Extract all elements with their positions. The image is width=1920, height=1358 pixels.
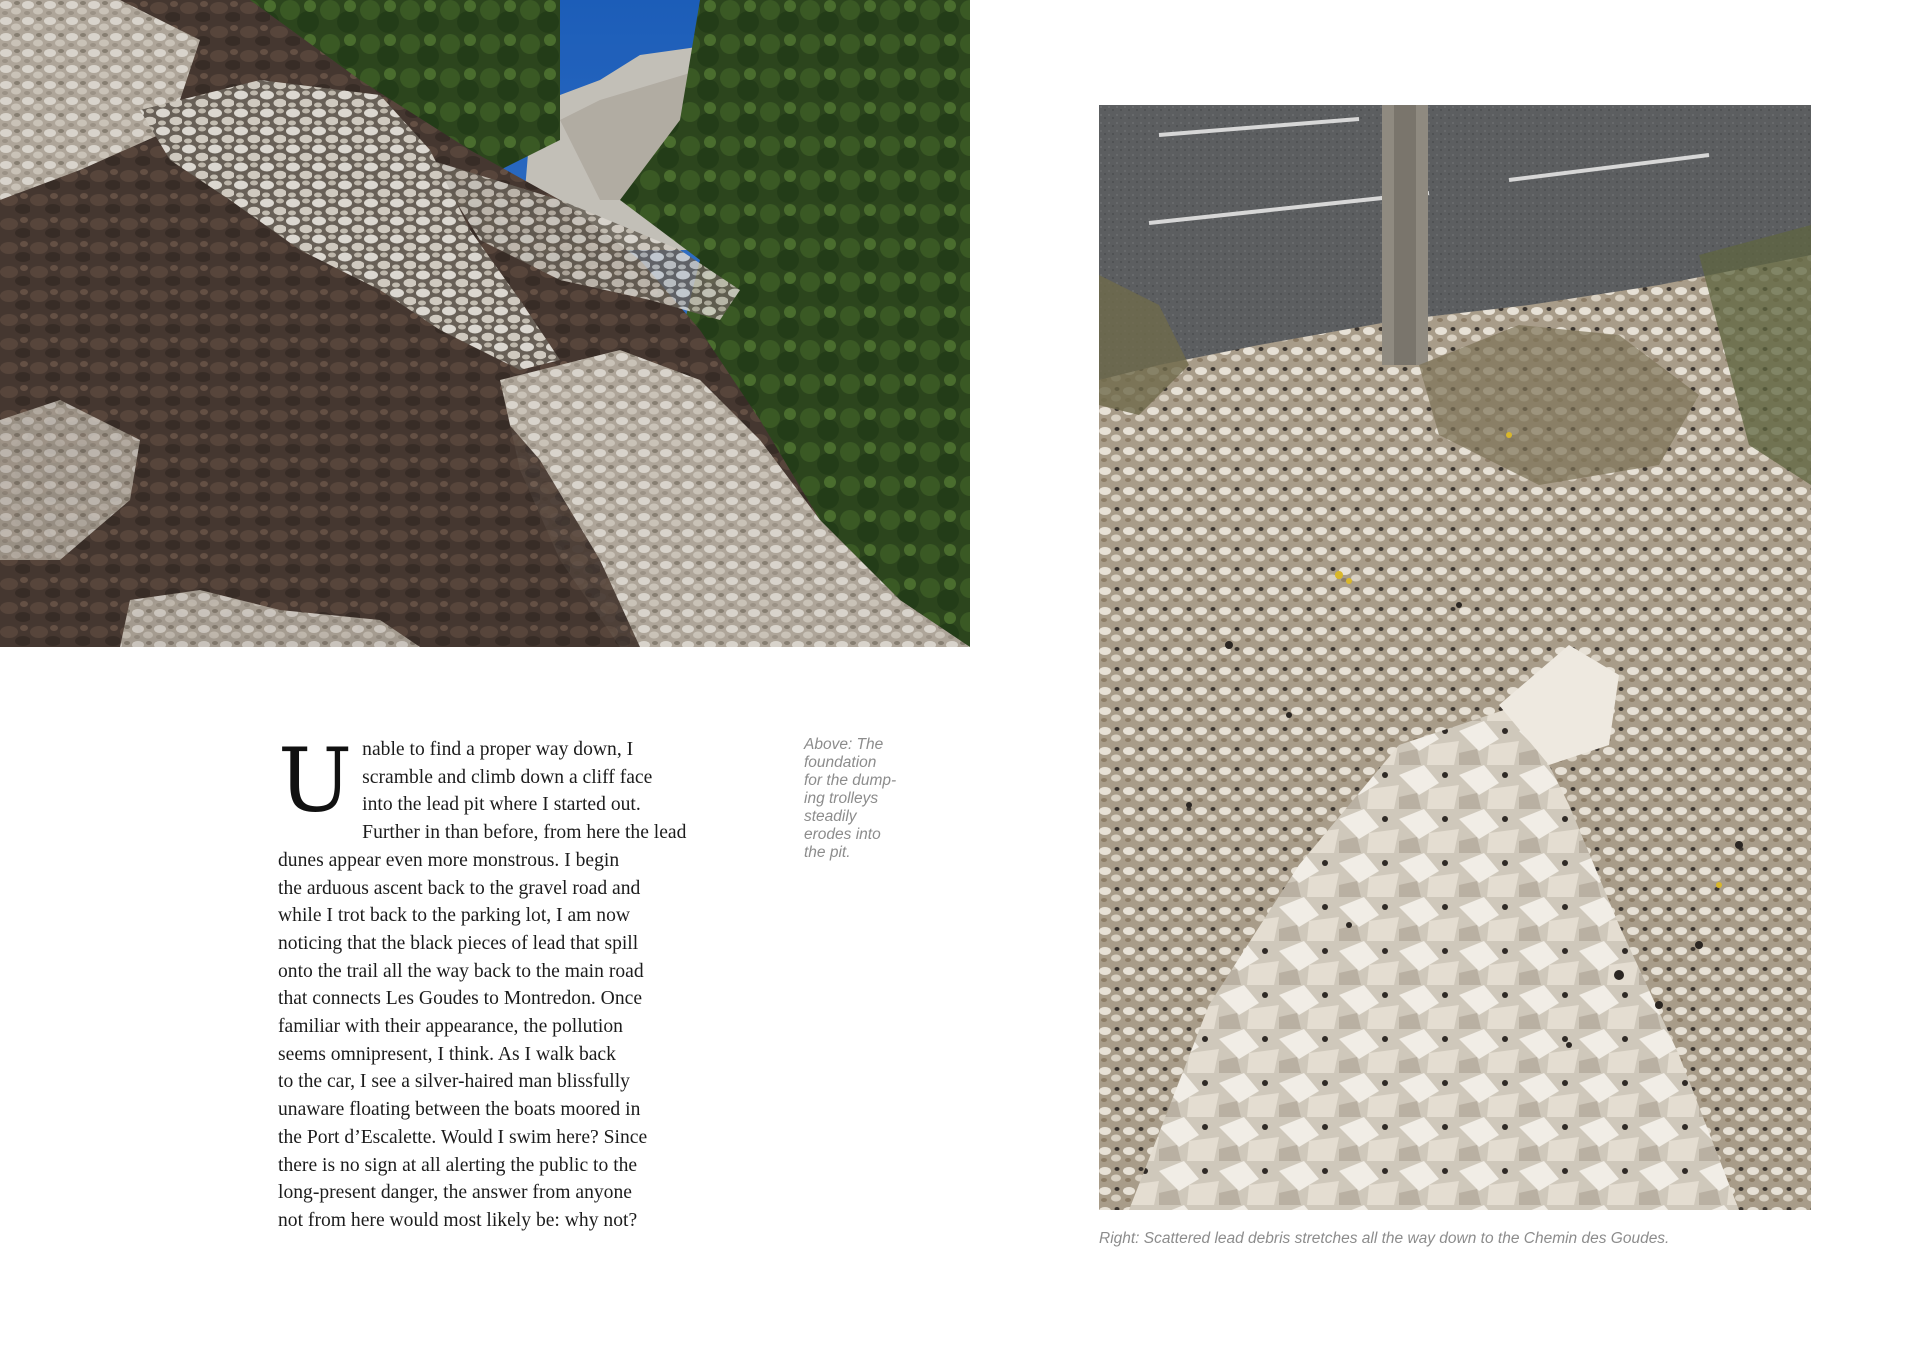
article-body [278, 729, 703, 1235]
body-line: dunes appear even more monstrous. I begin [278, 849, 620, 871]
body-line: not from here would most likely be: why not? [278, 1209, 638, 1231]
body-line: there is no sign at all alerting the public to the [278, 1154, 638, 1176]
body-line: unaware floating between the boats moored in [278, 1099, 641, 1121]
body-line: to the car, I see a silver-haired man blissfully [278, 1071, 630, 1093]
caption-line: the pit. [804, 844, 851, 861]
body-line: Further in than before, from here the lead [362, 822, 687, 844]
caption-line: for the dump- [804, 772, 897, 789]
photo-roadside-debris [1099, 105, 1811, 1210]
body-line: onto the trail all the way back to the main road [278, 960, 644, 982]
photo-roadside-debris-image [1099, 105, 1811, 1210]
body-line: the arduous ascent back to the gravel road and [278, 877, 641, 899]
caption-line: foundation [804, 754, 877, 771]
body-line: seems omnipresent, I think. As I walk back [278, 1043, 616, 1065]
body-line: scramble and climb down a cliff face [362, 766, 653, 788]
caption-line: ing trolleys [804, 790, 879, 807]
body-line: into the lead pit where I started out. [362, 794, 641, 816]
caption-above [804, 736, 914, 862]
photo-limestone-slope-image [0, 0, 970, 647]
drop-cap: U [278, 729, 353, 832]
body-line: while I trot back to the parking lot, I am now [278, 905, 631, 927]
caption-line: steadily [804, 808, 857, 825]
caption-line: Above: The [804, 736, 884, 753]
body-line: that connects Les Goudes to Montredon. Once [278, 988, 643, 1010]
body-line: noticing that the black pieces of lead that spill [278, 932, 639, 954]
body-line: familiar with their appearance, the pollution [278, 1016, 623, 1038]
body-line: long-present danger, the answer from anyone [278, 1182, 632, 1204]
photo-limestone-slope [0, 0, 970, 647]
body-line: nable to find a proper way down, I [362, 739, 634, 760]
caption-line: erodes into [804, 826, 881, 843]
body-line: the Port d’Escalette. Would I swim here? Since [278, 1126, 648, 1148]
caption-right: Right: Scattered lead debris stretches all the way down to the Chemin des Goudes. [1099, 1230, 1670, 1247]
